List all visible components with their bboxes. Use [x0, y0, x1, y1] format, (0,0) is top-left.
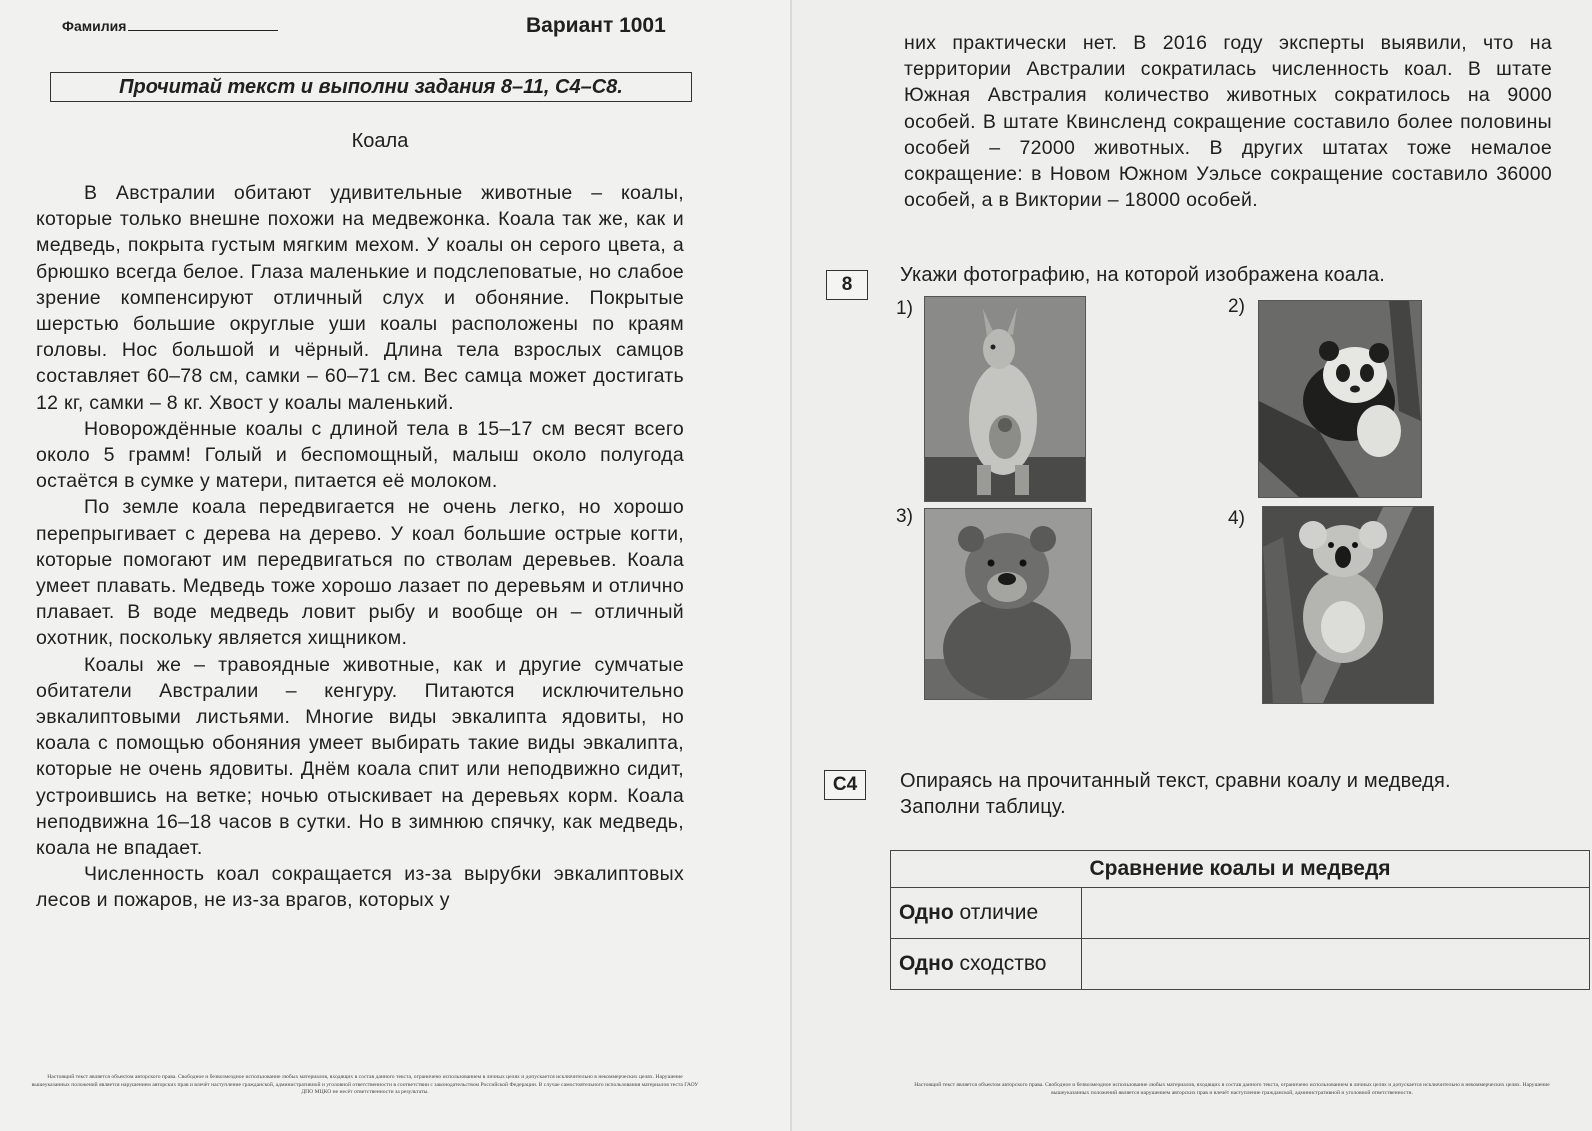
similarity-answer-cell[interactable]: [1082, 939, 1590, 990]
left-page: [0, 0, 790, 1131]
option-4-label[interactable]: 4): [1228, 508, 1245, 529]
question-8-text: Укажи фотографию, на которой изображена коала.: [900, 264, 1386, 286]
question-c4-line1: Опираясь на прочитанный текст, сравни коалу и медведя.: [900, 770, 1451, 792]
koala-photo[interactable]: [1262, 506, 1434, 704]
bear-image: [925, 509, 1091, 699]
panda-image: [1259, 301, 1421, 497]
paragraph: Численность коал сокращается из-за вырубки эвкалиптовых лесов и пожаров, не из-за врагов, которых у: [36, 863, 684, 912]
surname-field: [62, 18, 278, 34]
copyright-footnote: Настоящий текст является объектом авторского права. Свободное и безвозмездное использование любых материалов, входящих в состав данного текста, ограничено использованием в личных целях и допускается исключительно в некоммерческих целях. Нарушение вышеуказанных положений является нарушением авторских прав и влечёт наступление гражданской, административной и уголовной ответственности в соответствии с законодательством Российской Федерации. В случае самостоятельного использования материалов теста ГАОУ ДПО МЦКО не несёт ответственности за результаты.: [31, 1074, 699, 1095]
text-title: Коала: [351, 130, 409, 152]
surname-label: Фамилия: [62, 18, 127, 34]
question-8-number: 8: [826, 270, 868, 300]
question-c4-text: [900, 768, 1590, 820]
table-header-row: [891, 851, 1590, 888]
reading-text-continuation: [904, 30, 1552, 213]
difference-label: Одно отличие: [891, 888, 1082, 939]
surname-line[interactable]: [128, 18, 278, 31]
right-page: [792, 0, 1592, 1131]
option-1-label[interactable]: 1): [896, 298, 913, 319]
similarity-label: Одно сходство: [891, 939, 1082, 990]
table-row: [891, 888, 1590, 939]
copyright-footnote: Настоящий текст является объектом авторского права. Свободное и безвозмездное использование любых материалов, входящих в состав данного текста, ограничено использованием в личных целях и допускается исключительно в некоммерческих целях. Нарушение вышеуказанных положений является нарушением авторских прав и влечёт наступление гражданской, административной и уголовной ответственности.: [914, 1082, 1550, 1096]
paragraph: По земле коала передвигается не очень легко, но хорошо перепрыгивает с дерева на дерево. У коал большие острые когти, которые помогают им передвигаться по стволам деревьев. Коала умеет плавать. Медведь тоже хорошо лазает по деревьям и отлично плавает. В воде медведь ловит рыбу и вообще он – отличный охотник, поскольку является хищником.: [36, 496, 684, 650]
comparison-table: [890, 850, 1590, 990]
task-heading: Прочитай текст и выполни задания 8–11, С4–С8.: [50, 72, 692, 102]
variant-number: Вариант 1001: [526, 14, 666, 37]
option-2-label[interactable]: 2): [1228, 296, 1245, 317]
koala-image: [1263, 507, 1433, 703]
paragraph: них практически нет. В 2016 году эксперты выявили, что на территории Австралии сократилась численность коал. В штате Южная Австралия количество животных сократилось на 9000 особей. В штате Квинсленд сокращение составило более половины особей – 72000 животных. В других штатах тоже немалое сокращение: в Новом Южном Уэльсе сокращение составило 36000 особей, а в Виктории – 18000 особей.: [904, 32, 1552, 212]
panda-photo[interactable]: [1258, 300, 1422, 498]
paragraph: Новорождённые коалы с длиной тела в 15–17 см весят всего около 5 грамм! Голый и беспомощный, малыш около полугода остаётся в сумке у матери, питается её молоком.: [36, 417, 684, 493]
question-c4-number: С4: [824, 770, 866, 800]
kangaroo-photo[interactable]: [924, 296, 1086, 502]
reading-text: [36, 180, 684, 914]
question-c4-line2: Заполни таблицу.: [900, 796, 1066, 818]
kangaroo-image: [925, 297, 1085, 501]
difference-answer-cell[interactable]: [1082, 888, 1590, 939]
bear-photo[interactable]: [924, 508, 1092, 700]
paragraph: Коалы же – травоядные животные, как и другие сумчатые обитатели Австралии – кенгуру. Питаются исключительно эвкалиптовыми листьями. Многие виды эвкалипта ядовиты, но коала с помощью обоняния умеет выбирать такие виды эвкалипта, которые не очень ядовиты. Днём коала спит или неподвижно сидит, устроившись на ветке; ночью отыскивает на деревьях корм. Коала неподвижна 16–18 часов в сутки. Но в зимнюю спячку, как медведь, коала не впадает.: [36, 653, 684, 860]
option-3-label[interactable]: 3): [896, 506, 913, 527]
paragraph: В Австралии обитают удивительные животные – коалы, которые только внешне похожи на медвежонка. Коала так же, как и медведь, покрыта густым мягким мехом. У коалы он серого цвета, а брюшко всегда белое. Глаза маленькие и подслеповатые, но слабое зрение компенсируют отличный слух и обоняние. Покрытые шерстью большие округлые уши коалы расположены по краям головы. Нос большой и чёрный. Длина тела взрослых самцов составляет 60–78 см, самки – 60–71 см. Вес самца может достигать 12 кг, самки – 8 кг. Хвост у коалы маленький.: [36, 182, 684, 414]
table-title: Сравнение коалы и медведя: [891, 851, 1590, 888]
table-row: [891, 939, 1590, 990]
